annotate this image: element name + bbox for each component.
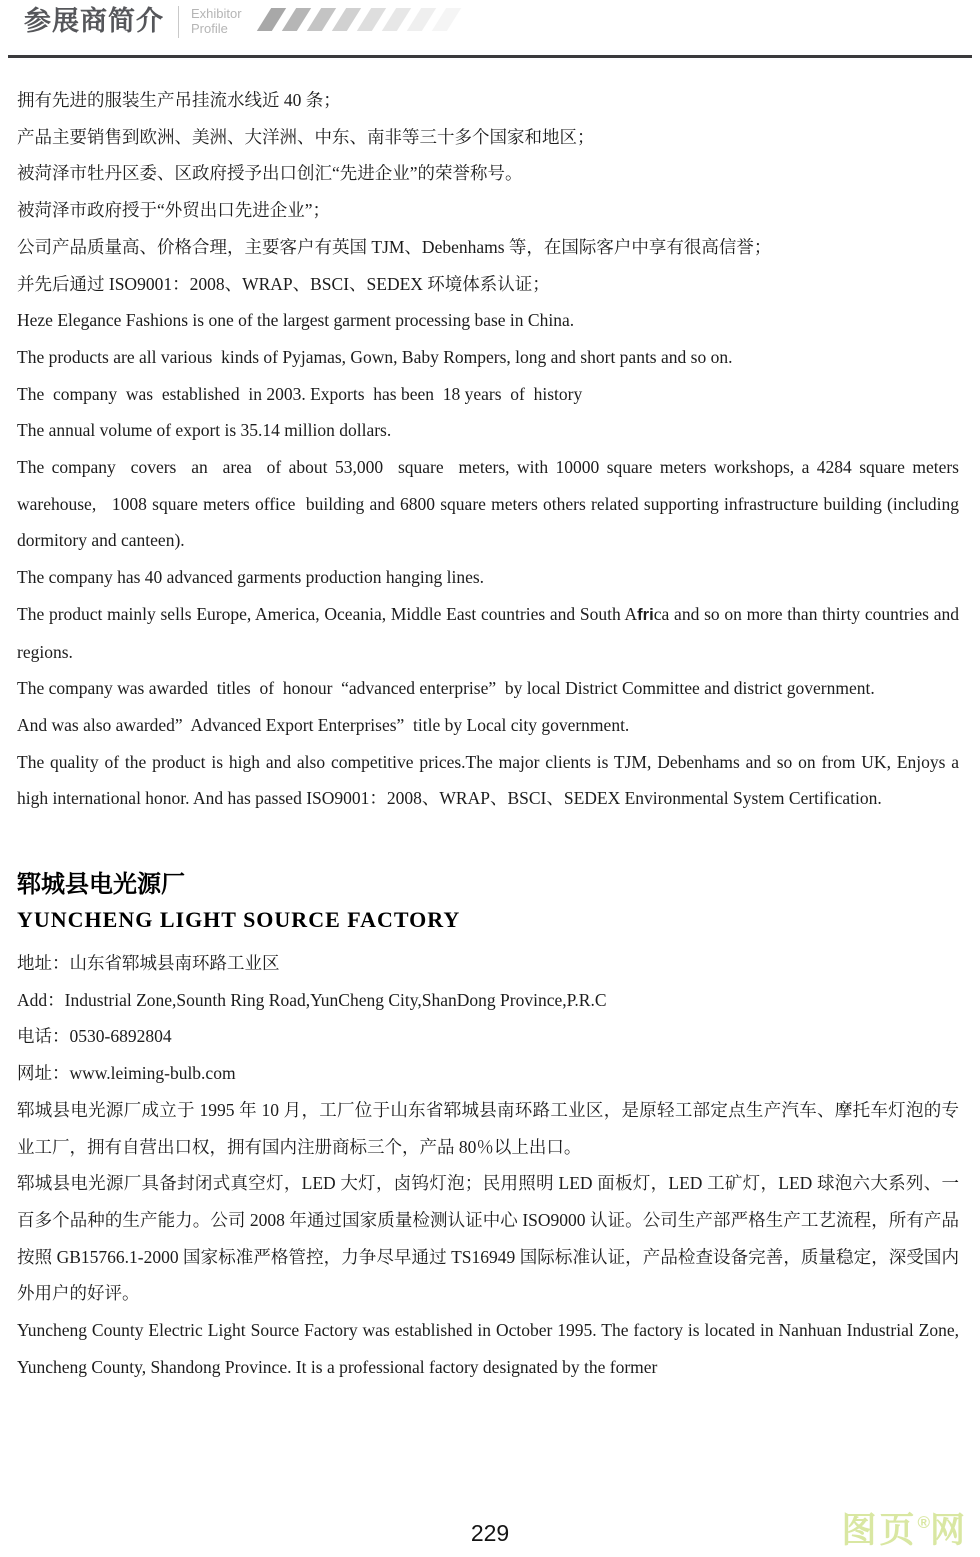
paragraph	[17, 596, 964, 670]
paragraph	[17, 559, 959, 596]
diagonal-stripe	[256, 8, 285, 31]
text-run: 拥有先进的服装生产吊挂流水线近 40 条；	[17, 90, 341, 110]
paragraph	[17, 82, 959, 119]
watermark-text-right: 网	[929, 1511, 968, 1550]
diagonal-stripe	[356, 8, 385, 31]
text-run: Yuncheng County Electric Light Source Factory was established in October 1995. The factory is located in Nanhuan Industrial Zone, Yuncheng County, Shandong Province. It is a professional factory designated by the former	[17, 1320, 963, 1377]
paragraph	[17, 119, 959, 156]
header-stripes-decoration	[264, 8, 464, 31]
paragraph	[17, 945, 959, 982]
paragraph	[17, 302, 959, 339]
header-divider	[178, 6, 179, 38]
text-run: 郓城县电光源厂成立于 1995 年 10 月，工厂位于山东省郓城县南环路工业区，是原轻工部定点生产汽车、摩托车灯泡的专业工厂，拥有自营出口权，拥有国内注册商标三个，产品 80％以上出口。	[17, 1099, 959, 1157]
text-run: 公司产品质量高、价格合理，主要客户有英国 TJM、Debenhams 等，在国际客户中享有很高信誉；	[17, 236, 772, 257]
text-run: The company was established in 2003. Exports has been 18 years of history	[17, 383, 583, 404]
content	[17, 58, 968, 1386]
paragraph	[17, 266, 959, 303]
exhibitor-profile-2-paragraphs	[17, 939, 963, 1385]
watermark-logo	[841, 1511, 968, 1551]
text-run: The company was awarded titles of honour “advanced enterprise” by local District Committee and district government.	[17, 678, 875, 699]
diagonal-stripe	[331, 8, 360, 31]
text-run: 郓城县电光源厂具备封闭式真空灯，LED 大灯，卤钨灯泡；民用照明 LED 面板灯，LED 工矿灯，LED 球泡六大系列、一百多个品种的生产能力。公司 2008 年通过国家质量检测认证中心 ISO9000 认证。公司生产部严格生产工艺流程，所有产品按照 GB15766.1-2000 国家标准严格管控，力争尽早通过 TS16949 国际标准认证，产品检查设备完善，质量稳定，深受国内外用户的好评。	[17, 1173, 959, 1304]
diagonal-stripe	[431, 8, 460, 31]
paragraph	[17, 1165, 959, 1312]
text-run: The company covers an area of about 53,000 square meters, with 10000 square meters workshops, a 4284 square meters warehouse, 1008 square meters office building and 6800 square meters others related supporting infrastructure building (including dormitory and canteen).	[17, 457, 968, 551]
diagonal-stripe	[406, 8, 435, 31]
paragraph	[17, 982, 959, 1019]
paragraph	[17, 1312, 963, 1385]
text-run: 被菏泽市政府授于“外贸出口先进企业”；	[17, 200, 331, 221]
header-title-chinese: 参展商简介	[24, 6, 164, 36]
header-title-english	[191, 4, 242, 36]
paragraph	[17, 192, 959, 229]
paragraph	[17, 376, 959, 413]
paragraph	[17, 155, 959, 192]
text-run: 产品主要销售到欧洲、美洲、大洋洲、中东、南非等三十多个国家和地区；	[17, 126, 595, 147]
text-run: 被菏泽市牡丹区委、区政府授予出口创汇“先进企业”的荣誉称号。	[17, 163, 523, 184]
paragraph	[17, 449, 968, 559]
exhibitor-profile-1-paragraphs	[17, 58, 968, 817]
exhibitor-2-name-chinese: 郓城县电光源厂	[17, 872, 185, 899]
text-run: Heze Elegance Fashions is one of the largest garment processing base in China.	[17, 310, 575, 331]
paragraph	[17, 1055, 959, 1092]
header-title-english-line2: Profile	[191, 21, 228, 36]
header-title-english-line1: Exhibitor	[191, 6, 242, 21]
paragraph	[17, 744, 964, 817]
text-run: 网址：www.leiming-bulb.com	[17, 1063, 236, 1084]
text-run: 地址：山东省郓城县南环路工业区	[17, 953, 280, 974]
paragraph	[17, 412, 959, 449]
paragraph	[17, 670, 959, 707]
page-number: 229	[470, 1520, 510, 1546]
paragraph	[17, 339, 959, 376]
text-run: The quality of the product is high and also competitive prices.The major clients is TJM, Debenhams and so on from UK, Enjoys a high international honor. And has passed ISO9001：2008、WRAP、BSCI、SEDEX Environmental System Certification.	[17, 751, 964, 809]
diagonal-stripe	[306, 8, 335, 31]
paragraph	[17, 1092, 959, 1165]
text-run: The company has 40 advanced garments production hanging lines.	[17, 567, 485, 588]
diagonal-stripe	[381, 8, 410, 31]
exhibitor-2-name-english: YUNCHENG LIGHT SOURCE FACTORY	[17, 907, 461, 933]
paragraph	[17, 229, 959, 266]
text-run: The products are all various kinds of Pyjamas, Gown, Baby Rompers, long and short pants and so on.	[17, 346, 733, 367]
paragraph	[17, 707, 959, 744]
registered-trademark-icon: ®	[917, 1513, 930, 1532]
text-run: ca and so on more than thirty countries and regions.	[17, 603, 964, 662]
text-run: The product mainly sells Europe, America, Oceania, Middle East countries and South A	[17, 603, 638, 624]
text-run: Add：Industrial Zone,Sounth Ring Road,YunCheng City,ShanDong Province,P.R.C	[17, 989, 607, 1010]
watermark-text-left: 图页	[841, 1511, 918, 1550]
text-run: 并先后通过 ISO9001：2008、WRAP、BSCI、SEDEX 环境体系认证；	[17, 273, 550, 294]
paragraph	[17, 1018, 959, 1055]
text-run: fri	[637, 604, 654, 624]
text-run: The annual volume of export is 35.14 million dollars.	[17, 420, 392, 441]
text-run: 电话：0530-6892804	[17, 1026, 172, 1047]
diagonal-stripe	[281, 8, 310, 31]
page-header	[0, 0, 980, 55]
text-run: And was also awarded” Advanced Export Enterprises” title by Local city government.	[17, 714, 630, 735]
